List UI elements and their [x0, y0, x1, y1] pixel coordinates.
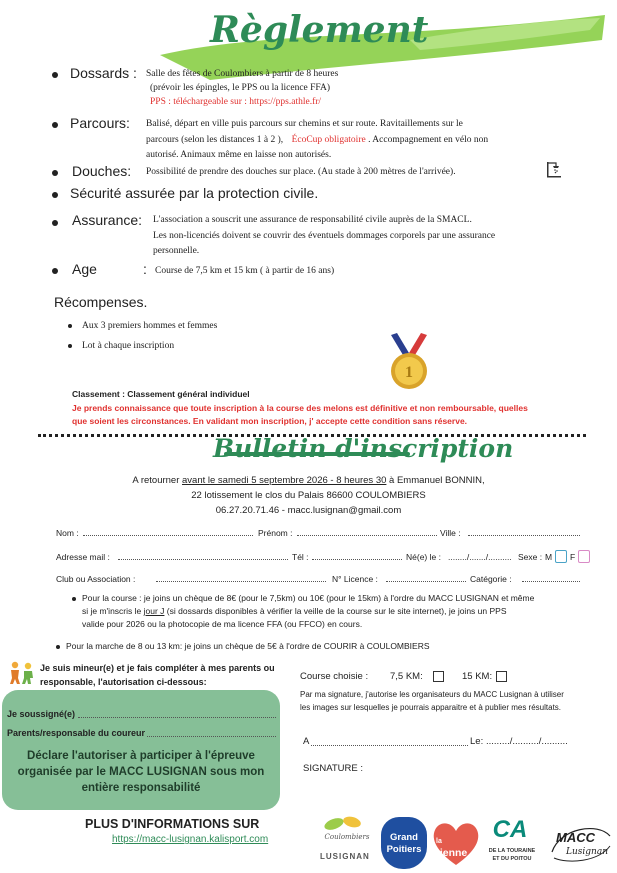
coulombiers-leaf-icon: [318, 814, 376, 834]
payment-line-2-a: si je m'inscris le: [82, 606, 142, 616]
sexe-m-label: M: [545, 552, 553, 562]
recompenses-title: Récompenses.: [54, 294, 148, 310]
credit-agricole-text-1: DE LA TOURAINE: [488, 848, 536, 854]
assurance-line-3: personnelle.: [153, 246, 200, 256]
return-suffix: à Emmanuel BONNIN,: [386, 475, 485, 486]
course-choice-label: Course choisie :: [300, 671, 369, 682]
parcours-label: Parcours:: [70, 115, 130, 131]
sexe-f-checkbox[interactable]: [578, 550, 590, 563]
pps-link[interactable]: PPS : téléchargeable sur : https://pps.athle.fr/: [150, 97, 322, 107]
signature-date-field[interactable]: ........./........../..........: [486, 736, 568, 747]
club-label: Club ou Association :: [56, 574, 136, 584]
credit-agricole-text-2: ET DU POITOU: [492, 856, 532, 862]
more-info-heading: PLUS D'INFORMATIONS SUR: [85, 817, 260, 831]
grand-poitiers-text-2: Poitiers: [386, 844, 422, 855]
parcours-line-2-b: . Accompagnement en vélo non: [368, 135, 489, 145]
nom-field[interactable]: [83, 535, 253, 536]
page-title: Règlement: [210, 9, 429, 51]
parents-label: Parents/responsable du coureur: [7, 728, 146, 738]
nom-label: Nom :: [56, 528, 79, 538]
course-7-5-label: 7,5 KM:: [390, 671, 423, 682]
bulletin-address: 22 lotissement le clos du Palais 86600 COULOMBIERS: [191, 490, 426, 501]
website-link[interactable]: https://macc-lusignan.kalisport.com: [112, 834, 269, 845]
bulletin-title: Bulletin d'inscription: [213, 434, 514, 463]
declare-line-3: entière responsabilité: [81, 782, 201, 794]
gold-medal-icon: [387, 333, 431, 391]
course-15-label: 15 KM:: [462, 671, 493, 682]
licence-label: N° Licence :: [332, 574, 378, 584]
bulletin-return-line: [0, 474, 617, 487]
macc-logo-text: MACC: [556, 830, 595, 845]
sexe-f-label: F: [570, 552, 576, 562]
sexe-label: Sexe :: [518, 552, 543, 562]
bullet-dot: [72, 597, 76, 601]
payment-course-line-2: [82, 605, 507, 617]
children-icon: [7, 661, 37, 685]
recompense-item: Aux 3 premiers hommes et femmes: [82, 321, 218, 331]
consent-line-1: Par ma signature, j'autorise les organisateurs du MACC Lusignan à utiliser: [300, 690, 564, 699]
return-deadline: avant le samedi 5 septembre 2026 - 8 heures 30: [182, 475, 387, 486]
credit-agricole-mark: CA: [492, 816, 528, 843]
parcours-line-2: [146, 134, 488, 147]
signature-place-field[interactable]: [311, 745, 468, 746]
securite-text: Sécurité assurée par la protection civile.: [70, 185, 319, 201]
email-field[interactable]: [118, 559, 288, 560]
payment-course-line-1: Pour la course : je joins un chèque de 8€ (pour le 7,5km) ou 10€ (pour le 15km) à l'ordre du MACC LUSIGNAN et même: [82, 593, 535, 603]
grand-poitiers-logo: [381, 817, 427, 869]
assurance-label: Assurance:: [72, 212, 143, 228]
bullet-dot: [52, 220, 58, 226]
classement-text: Classement : Classement général individuel: [72, 389, 250, 399]
soussigne-label: Je soussigné(e): [7, 709, 76, 719]
grand-poitiers-text-1: Grand: [390, 832, 418, 843]
payment-line-2-b: (si dossards disponibles à vérifier la veille de la course sur le site internet), je joins un PPS: [166, 606, 507, 616]
categorie-field[interactable]: [522, 581, 580, 582]
email-label: Adresse mail :: [56, 552, 110, 562]
medal-number: 1: [405, 364, 413, 381]
course-7-5-checkbox[interactable]: [433, 671, 444, 682]
payment-jour-j: jour J: [143, 606, 165, 616]
dossards-line-2: (prévoir les épingles, le PPS ou la licence FFA): [150, 83, 331, 93]
douches-label: Douches:: [72, 163, 132, 179]
club-field[interactable]: [156, 581, 326, 582]
signature-a-label: A: [303, 736, 310, 747]
bulletin-contact: 06.27.20.71.46 - macc.lusignan@gmail.com: [215, 505, 402, 516]
vienne-text-2: vienne: [434, 847, 468, 859]
soussigne-field[interactable]: [78, 717, 276, 718]
bullet-dot: [56, 645, 60, 649]
course-15-checkbox[interactable]: [496, 671, 507, 682]
ville-label: Ville :: [440, 528, 461, 538]
birthdate-label: Né(e) le :: [406, 552, 441, 562]
signature-label: SIGNATURE :: [303, 763, 363, 774]
minor-intro-2: responsable, l'autorisation ci-dessous:: [40, 677, 207, 687]
parcours-line-1: Balisé, départ en ville puis parcours sur chemins et sur route. Ravitaillements sur le: [146, 119, 463, 129]
bullet-dot: [52, 268, 58, 274]
bullet-dot: [52, 122, 58, 128]
parcours-line-2-a: parcours (selon les distances 1 à 2 ),: [146, 135, 284, 145]
macc-logo-subtext: Lusignan: [566, 847, 608, 857]
age-label: Age: [72, 261, 97, 277]
recompense-item: Lot à chaque inscription: [82, 341, 175, 351]
sexe-m-checkbox[interactable]: [555, 550, 567, 563]
shower-icon: [546, 160, 562, 178]
vienne-text-1: la: [436, 838, 442, 845]
age-colon: :: [143, 261, 147, 277]
categorie-label: Catégorie :: [470, 574, 512, 584]
prenom-label: Prénom :: [258, 528, 293, 538]
warning-line-2: que soient les circonstances. En validant mon inscription, j' accepte cette condition sans réserve.: [72, 416, 468, 426]
ecocup-notice: ÉcoCup obligatoire: [291, 135, 366, 145]
bullet-dot: [68, 344, 72, 348]
payment-marche: Pour la marche de 8 ou 13 km: je joins un chèque de 5€ à l'ordre de COURIR à COULOMBIERS: [66, 641, 430, 651]
bullet-dot: [52, 192, 58, 198]
assurance-line-1: L'association a souscrit une assurance de responsabilité civile auprès de la SMACL.: [153, 215, 472, 225]
coulombiers-logo: [318, 814, 376, 846]
age-text: Course de 7,5 km et 15 km ( à partir de 16 ans): [155, 266, 335, 276]
tel-label: Tél :: [292, 552, 309, 562]
licence-field[interactable]: [386, 581, 466, 582]
dossards-label: Dossards :: [70, 65, 137, 81]
ville-field[interactable]: [468, 535, 580, 536]
bullet-dot: [52, 72, 58, 78]
coulombiers-logo-text: Coulombiers: [324, 833, 370, 841]
declare-line-2: organisée par le MACC LUSIGNAN sous mon: [17, 766, 265, 778]
lusignan-logo-text: LUSIGNAN: [320, 852, 370, 861]
return-prefix: A retourner: [132, 475, 180, 486]
payment-course-line-3: valide pour 2026 ou la photocopie de ma licence FFA (ou FFCO) en cours.: [82, 619, 363, 629]
consent-line-2: les images sur lesquelles je pourrais apparaitre et à publier mes résultats.: [300, 703, 562, 712]
bullet-dot: [68, 324, 72, 328]
minor-intro-1: Je suis mineur(e) et je fais compléter à mes parents ou: [40, 663, 275, 673]
parcours-line-3: autorisé. Animaux même en laisse non autorisés.: [146, 150, 332, 160]
bullet-dot: [52, 170, 58, 176]
warning-line-1: Je prends connaissance que toute inscription à la course des melons est définitive et non remboursable, quelles: [72, 403, 528, 413]
signature-date-label: Le:: [470, 736, 484, 747]
dossards-line-1: Salle des fêtes de Coulombiers à partir de 8 heures: [146, 69, 339, 79]
tel-field[interactable]: [312, 559, 402, 560]
birthdate-field[interactable]: ......../......./..........: [448, 552, 512, 562]
declare-line-1: Déclare l'autoriser à participer à l'épreuve: [27, 750, 255, 762]
prenom-field[interactable]: [297, 535, 437, 536]
douches-text: Possibilité de prendre des douches sur place. (Au stade à 200 mètres de l'arrivée).: [146, 167, 456, 177]
assurance-line-2: Les non-licenciés doivent se couvrir des éventuels dommages corporels par une assurance: [153, 231, 496, 241]
parents-field[interactable]: [147, 736, 276, 737]
